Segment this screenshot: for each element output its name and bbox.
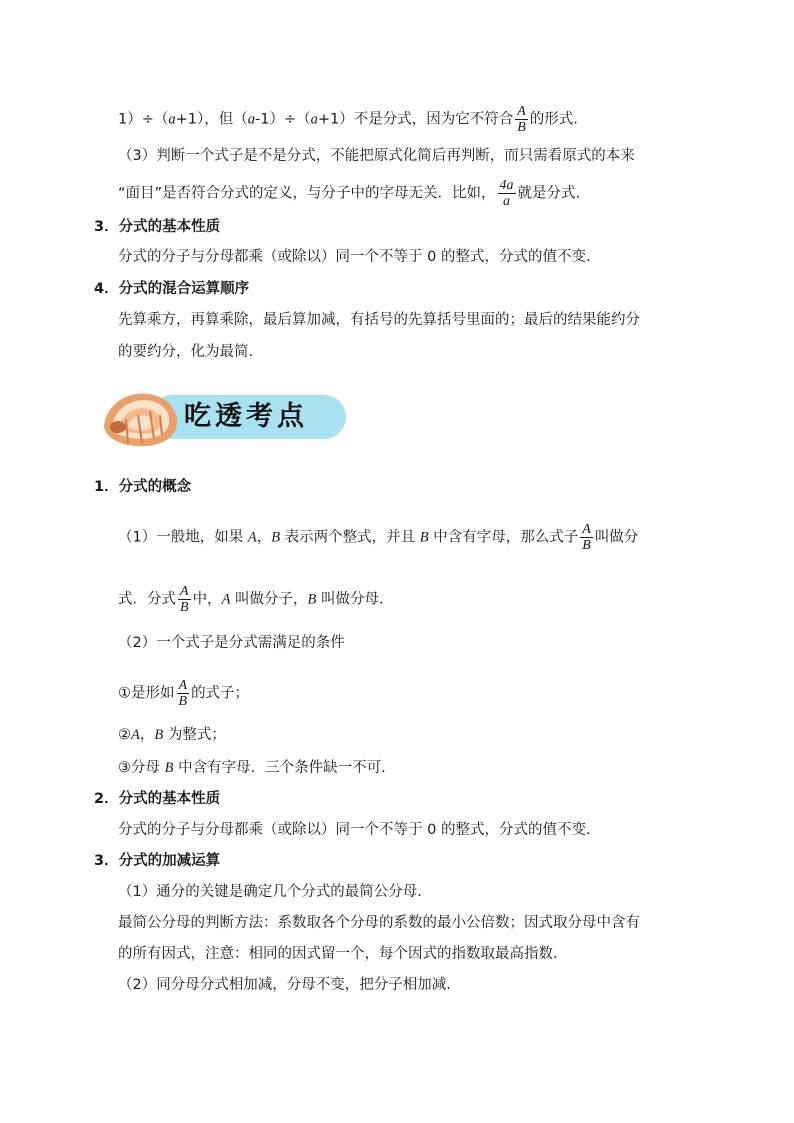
section-body-mixed-operations-1: 先算乘方，再算乘除，最后算加减，有括号的先算括号里面的；最后的结果能约分: [118, 312, 640, 328]
add-subtract-paragraph-2: 最简公分母的判断方法：系数取各个分母的系数的最小公倍数；因式取分母中含有: [118, 915, 640, 931]
fraction-a-over-b: $\frac{A}{B}$: [582, 522, 591, 553]
section-heading-mixed-operations: 4．分式的混合运算顺序: [94, 281, 250, 297]
section-heading-concept: 1．分式的概念: [94, 479, 192, 495]
condition-3: ③分母 B 中含有字母．三个条件缺一不可.: [118, 760, 386, 776]
section-body-basic-property: 分式的分子与分母都乘（或除以）同一个不等于 0 的整式，分式的值不变.: [118, 822, 591, 838]
key-points-banner: [98, 385, 360, 451]
condition-2: ②A，B 为整式；: [118, 727, 226, 743]
seashell-icon: [98, 385, 184, 451]
add-subtract-paragraph-4: （2）同分母分式相加减，分母不变，把分子相加减.: [118, 977, 451, 993]
fraction-4a-over-a: $\frac{4a}{a}$: [499, 178, 514, 209]
fraction-a-over-b: $\frac{A}{B}$: [180, 584, 189, 615]
concept-paragraph-1: （1）一般地，如果 A，B 表示两个整式，并且 B 中含有字母，那么式子 $\frac{A}{B}$ 叫做分: [118, 522, 639, 553]
condition-1: ①是形如 $\frac{A}{B}$ 的式子；: [118, 678, 250, 709]
section-heading-basic-property: 2．分式的基本性质: [94, 791, 221, 807]
section-body-mixed-operations-2: 的要约分，化为最简.: [118, 344, 254, 360]
concept-paragraph-2: 式．分式 $\frac{A}{B}$ 中，A 叫做分子，B 叫做分母.: [118, 584, 384, 615]
concept-paragraph-3: （2）一个式子是分式需满足的条件: [118, 635, 345, 651]
section-heading-add-subtract: 3．分式的加减运算: [94, 853, 221, 869]
fraction-a-over-b: $\frac{A}{B}$: [517, 104, 526, 135]
add-subtract-paragraph-3: 的所有因式，注意：相同的因式留一个，每个因式的指数取最高指数.: [118, 946, 558, 962]
section-heading-basic-property-top: 3．分式的基本性质: [94, 219, 221, 235]
banner-title: 吃透考点: [184, 401, 308, 432]
fraction-a-over-b: $\frac{A}{B}$: [178, 678, 188, 709]
intro-line-3: “面目”是否符合分式的定义，与分子中的字母无关．比如， $\frac{4a}{a}$ 就是分式.: [118, 178, 581, 209]
intro-line-1: 1）÷（a+1），但（a-1）÷（a+1）不是分式，因为它不符合 $\frac{A}{B}$ 的形式.: [118, 104, 578, 135]
section-body-basic-property-top: 分式的分子与分母都乘（或除以）同一个不等于 0 的整式，分式的值不变.: [118, 249, 591, 265]
add-subtract-paragraph-1: （1）通分的关键是确定几个分式的最简公分母.: [118, 884, 422, 900]
intro-line-2: （3）判断一个式子是不是分式，不能把原式化简后再判断，而只需看原式的本来: [118, 148, 635, 164]
